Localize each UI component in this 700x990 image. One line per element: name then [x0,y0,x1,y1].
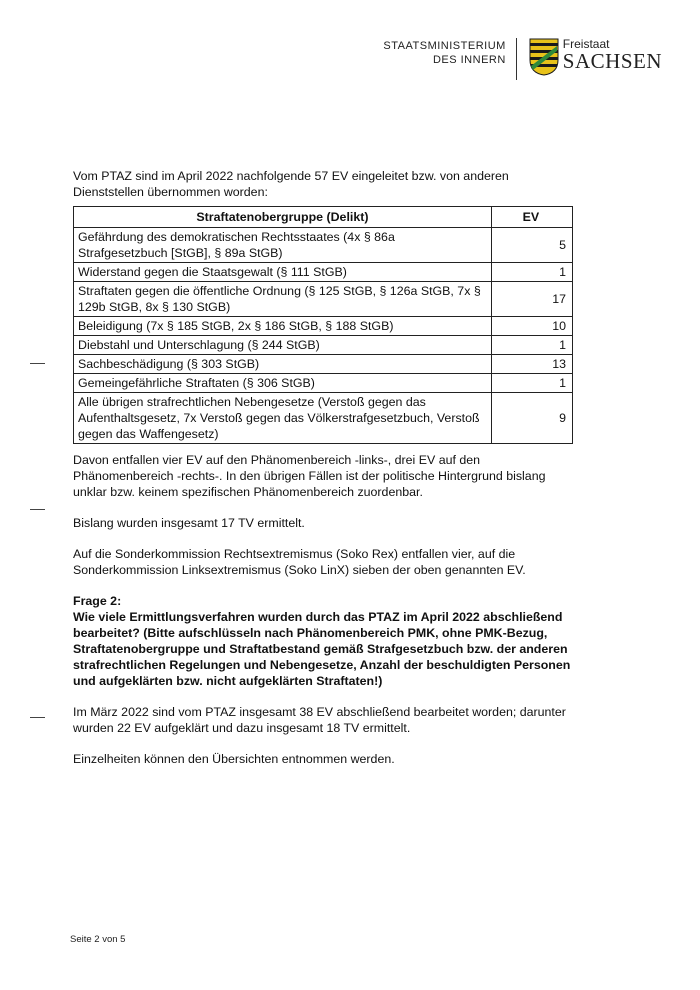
ev-cell: 17 [491,282,572,317]
saxony-crest-icon [529,38,559,76]
saxony-logo [529,38,662,76]
header-divider [516,38,517,80]
soko-paragraph: Auf die Sonderkommission Rechtsextremismus (Soko Rex) entfallen vier, auf die Sonderkommission Linksextremismus (Soko LinX) sieben der oben genannten EV. [73,547,526,577]
table-row [74,355,573,374]
margin-mark [30,363,45,364]
delikt-cell: Sachbeschädigung (§ 303 StGB) [74,355,492,374]
table-row [74,336,573,355]
answer-paragraph: Im März 2022 sind vom PTAZ insgesamt 38 EV abschließend bearbeitet worden; darunter wurden 22 EV aufgeklärt und dazu insgesamt 18 TV ermittelt. [73,705,566,735]
intro-paragraph: Vom PTAZ sind im April 2022 nachfolgende 57 EV eingeleitet bzw. von anderen Dienststellen übernommen worden: [73,169,509,199]
delikt-cell: Beleidigung (7x § 185 StGB, 2x § 186 StGB, § 188 StGB) [74,317,492,336]
document-body [73,168,578,767]
ev-cell: 1 [491,336,572,355]
delikt-cell: Straftaten gegen die öffentliche Ordnung (§ 125 StGB, § 126a StGB, 7x § 129b StGB, 8x § 130 StGB) [74,282,492,317]
phenomenon-paragraph: Davon entfallen vier EV auf den Phänomenbereich -links-, drei EV auf den Phänomenbereich -rechts-. In den übrigen Fällen ist der politische Hintergrund bislang unklar bzw. keinem spezifischen Phänomenbereich zuordenbar. [73,453,546,499]
table-row [74,263,573,282]
ev-cell: 10 [491,317,572,336]
delikt-cell: Gemeingefährliche Straftaten (§ 306 StGB) [74,374,492,393]
margin-mark [30,509,45,510]
table-header-row [74,207,573,228]
ev-cell: 13 [491,355,572,374]
ev-cell: 9 [491,393,572,444]
letterhead [383,38,662,80]
question-label: Frage 2: [73,594,122,608]
table-row [74,282,573,317]
ev-cell: 1 [491,374,572,393]
page-number: Seite 2 von 5 [70,934,126,945]
table-row [74,228,573,263]
details-paragraph: Einzelheiten können den Übersichten entnommen werden. [73,752,395,766]
ministry-name [383,39,505,67]
table-row [74,374,573,393]
column-header-delikt: Straftatenobergruppe (Delikt) [74,207,492,228]
state-label-small: Freistaat [562,37,610,51]
column-header-ev: EV [491,207,572,228]
delikt-cell: Alle übrigen strafrechtlichen Nebengesetze (Verstoß gegen das Aufenthaltsgesetz, 7x Verstoß gegen das Völkerstrafgesetzbuch, Verstoß gegen das Waffengesetz) [74,393,492,444]
ev-cell: 5 [491,228,572,263]
delikt-table [73,206,573,444]
table-row [74,393,573,444]
suspects-paragraph: Bislang wurden insgesamt 17 TV ermittelt. [73,516,305,530]
ministry-line-1: STAATSMINISTERIUM [383,40,506,52]
question-text: Wie viele Ermittlungsverfahren wurden durch das PTAZ im April 2022 abschließend bearbeitet? (Bitte aufschlüsseln nach Phänomenbereich PMK, ohne PMK-Bezug, Straftatenobergruppe und Straftatbestand gemäß Strafgesetzbuch bzw. der anderen strafrechtlichen Regelungen und Nebengesetze, Anzahl der beschuldigten Personen und aufgeklärten bzw. nicht aufgeklärten Straftaten!) [73,610,571,688]
delikt-cell: Gefährdung des demokratischen Rechtsstaates (4x § 86a Strafgesetzbuch [StGB], § 89a StGB) [74,228,492,263]
delikt-cell: Diebstahl und Unterschlagung (§ 244 StGB) [74,336,492,355]
table-row [74,317,573,336]
state-label-big: SACHSEN [562,49,662,73]
delikt-cell: Widerstand gegen die Staatsgewalt (§ 111 StGB) [74,263,492,282]
ev-cell: 1 [491,263,572,282]
margin-mark [30,717,45,718]
ministry-line-2: DES INNERN [432,54,506,66]
